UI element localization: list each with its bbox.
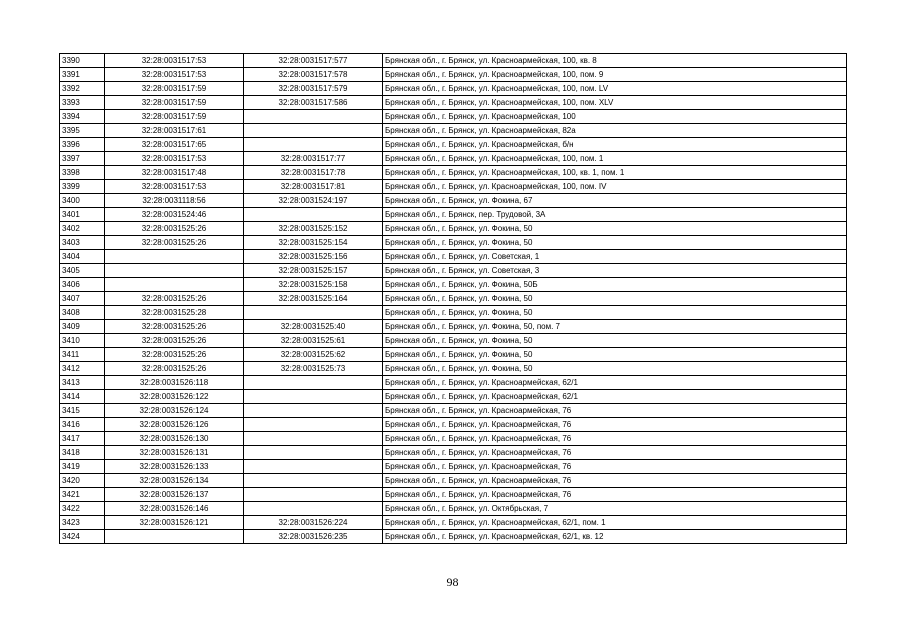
table-row bbox=[60, 96, 847, 110]
row-number-cell: 3400 bbox=[60, 194, 105, 208]
table-row bbox=[60, 418, 847, 432]
address-cell: Брянская обл., г. Брянск, ул. Красноармейская, 76 bbox=[383, 404, 847, 418]
object-cadastral-number-cell bbox=[244, 502, 383, 516]
table-row bbox=[60, 180, 847, 194]
land-cadastral-number-cell: 32:28:0031517:53 bbox=[105, 180, 244, 194]
address-cell: Брянская обл., г. Брянск, ул. Красноармейская, 62/1 bbox=[383, 376, 847, 390]
table-row bbox=[60, 432, 847, 446]
address-cell: Брянская обл., г. Брянск, ул. Красноармейская, 76 bbox=[383, 474, 847, 488]
land-cadastral-number-cell: 32:28:0031525:28 bbox=[105, 306, 244, 320]
row-number-cell: 3392 bbox=[60, 82, 105, 96]
row-number-cell: 3391 bbox=[60, 68, 105, 82]
address-cell: Брянская обл., г. Брянск, ул. Красноармейская, 76 bbox=[383, 460, 847, 474]
land-cadastral-number-cell: 32:28:0031526:126 bbox=[105, 418, 244, 432]
row-number-cell: 3394 bbox=[60, 110, 105, 124]
table-row bbox=[60, 488, 847, 502]
object-cadastral-number-cell bbox=[244, 460, 383, 474]
land-cadastral-number-cell: 32:28:0031526:122 bbox=[105, 390, 244, 404]
table-row bbox=[60, 502, 847, 516]
address-cell: Брянская обл., г. Брянск, ул. Советская, 3 bbox=[383, 264, 847, 278]
registry-table bbox=[59, 53, 847, 544]
row-number-cell: 3423 bbox=[60, 516, 105, 530]
land-cadastral-number-cell: 32:28:0031517:53 bbox=[105, 152, 244, 166]
table-row bbox=[60, 222, 847, 236]
object-cadastral-number-cell bbox=[244, 306, 383, 320]
address-cell: Брянская обл., г. Брянск, ул. Красноармейская, 100, пом. 1 bbox=[383, 152, 847, 166]
object-cadastral-number-cell: 32:28:0031525:156 bbox=[244, 250, 383, 264]
land-cadastral-number-cell: 32:28:0031526:133 bbox=[105, 460, 244, 474]
address-cell: Брянская обл., г. Брянск, ул. Красноармейская, 76 bbox=[383, 488, 847, 502]
object-cadastral-number-cell: 32:28:0031525:152 bbox=[244, 222, 383, 236]
table-row bbox=[60, 152, 847, 166]
land-cadastral-number-cell: 32:28:0031525:26 bbox=[105, 236, 244, 250]
row-number-cell: 3410 bbox=[60, 334, 105, 348]
table-row bbox=[60, 54, 847, 68]
table-row bbox=[60, 82, 847, 96]
address-cell: Брянская обл., г. Брянск, ул. Октябрьская, 7 bbox=[383, 502, 847, 516]
address-cell: Брянская обл., г. Брянск, ул. Фокина, 50 bbox=[383, 306, 847, 320]
land-cadastral-number-cell: 32:28:0031525:26 bbox=[105, 334, 244, 348]
table-row bbox=[60, 208, 847, 222]
land-cadastral-number-cell: 32:28:0031526:137 bbox=[105, 488, 244, 502]
row-number-cell: 3405 bbox=[60, 264, 105, 278]
address-cell: Брянская обл., г. Брянск, ул. Фокина, 50 bbox=[383, 222, 847, 236]
address-cell: Брянская обл., г. Брянск, ул. Красноармейская, 62/1, пом. 1 bbox=[383, 516, 847, 530]
row-number-cell: 3406 bbox=[60, 278, 105, 292]
land-cadastral-number-cell: 32:28:0031517:53 bbox=[105, 54, 244, 68]
land-cadastral-number-cell: 32:28:0031526:131 bbox=[105, 446, 244, 460]
row-number-cell: 3403 bbox=[60, 236, 105, 250]
row-number-cell: 3407 bbox=[60, 292, 105, 306]
row-number-cell: 3417 bbox=[60, 432, 105, 446]
row-number-cell: 3422 bbox=[60, 502, 105, 516]
row-number-cell: 3413 bbox=[60, 376, 105, 390]
row-number-cell: 3411 bbox=[60, 348, 105, 362]
table-row bbox=[60, 320, 847, 334]
row-number-cell: 3414 bbox=[60, 390, 105, 404]
object-cadastral-number-cell bbox=[244, 110, 383, 124]
address-cell: Брянская обл., г. Брянск, ул. Красноармейская, 100, кв. 1, пом. 1 bbox=[383, 166, 847, 180]
land-cadastral-number-cell: 32:28:0031118:56 bbox=[105, 194, 244, 208]
address-cell: Брянская обл., г. Брянск, ул. Фокина, 50 bbox=[383, 348, 847, 362]
land-cadastral-number-cell bbox=[105, 278, 244, 292]
address-cell: Брянская обл., г. Брянск, ул. Красноармейская, 100, кв. 8 bbox=[383, 54, 847, 68]
land-cadastral-number-cell: 32:28:0031524:46 bbox=[105, 208, 244, 222]
land-cadastral-number-cell: 32:28:0031525:26 bbox=[105, 292, 244, 306]
object-cadastral-number-cell bbox=[244, 446, 383, 460]
page-number: 98 bbox=[446, 575, 459, 589]
object-cadastral-number-cell: 32:28:0031525:61 bbox=[244, 334, 383, 348]
object-cadastral-number-cell bbox=[244, 124, 383, 138]
row-number-cell: 3393 bbox=[60, 96, 105, 110]
row-number-cell: 3399 bbox=[60, 180, 105, 194]
table-row bbox=[60, 348, 847, 362]
object-cadastral-number-cell bbox=[244, 390, 383, 404]
object-cadastral-number-cell: 32:28:0031517:577 bbox=[244, 54, 383, 68]
object-cadastral-number-cell bbox=[244, 418, 383, 432]
table-row bbox=[60, 376, 847, 390]
object-cadastral-number-cell bbox=[244, 404, 383, 418]
address-cell: Брянская обл., г. Брянск, ул. Красноармейская, б/н bbox=[383, 138, 847, 152]
object-cadastral-number-cell: 32:28:0031517:586 bbox=[244, 96, 383, 110]
table-row bbox=[60, 166, 847, 180]
object-cadastral-number-cell bbox=[244, 138, 383, 152]
row-number-cell: 3401 bbox=[60, 208, 105, 222]
object-cadastral-number-cell: 32:28:0031525:158 bbox=[244, 278, 383, 292]
table-row bbox=[60, 68, 847, 82]
object-cadastral-number-cell: 32:28:0031525:40 bbox=[244, 320, 383, 334]
row-number-cell: 3420 bbox=[60, 474, 105, 488]
land-cadastral-number-cell: 32:28:0031526:124 bbox=[105, 404, 244, 418]
address-cell: Брянская обл., г. Брянск, ул. Советская, 1 bbox=[383, 250, 847, 264]
address-cell: Брянская обл., г. Брянск, ул. Фокина, 50, пом. 7 bbox=[383, 320, 847, 334]
row-number-cell: 3412 bbox=[60, 362, 105, 376]
address-cell: Брянская обл., г. Брянск, ул. Красноармейская, 100 bbox=[383, 110, 847, 124]
address-cell: Брянская обл., г. Брянск, ул. Фокина, 50 bbox=[383, 362, 847, 376]
object-cadastral-number-cell: 32:28:0031525:62 bbox=[244, 348, 383, 362]
land-cadastral-number-cell: 32:28:0031517:59 bbox=[105, 82, 244, 96]
address-cell: Брянская обл., г. Брянск, ул. Красноармейская, 82а bbox=[383, 124, 847, 138]
object-cadastral-number-cell: 32:28:0031524:197 bbox=[244, 194, 383, 208]
table-row bbox=[60, 110, 847, 124]
table-row bbox=[60, 306, 847, 320]
address-cell: Брянская обл., г. Брянск, ул. Фокина, 50Б bbox=[383, 278, 847, 292]
row-number-cell: 3404 bbox=[60, 250, 105, 264]
row-number-cell: 3415 bbox=[60, 404, 105, 418]
land-cadastral-number-cell: 32:28:0031517:65 bbox=[105, 138, 244, 152]
object-cadastral-number-cell: 32:28:0031525:73 bbox=[244, 362, 383, 376]
land-cadastral-number-cell: 32:28:0031526:130 bbox=[105, 432, 244, 446]
land-cadastral-number-cell: 32:28:0031525:26 bbox=[105, 362, 244, 376]
land-cadastral-number-cell bbox=[105, 250, 244, 264]
land-cadastral-number-cell: 32:28:0031517:48 bbox=[105, 166, 244, 180]
table-row bbox=[60, 474, 847, 488]
address-cell: Брянская обл., г. Брянск, ул. Красноармейская, 76 bbox=[383, 418, 847, 432]
object-cadastral-number-cell bbox=[244, 488, 383, 502]
row-number-cell: 3419 bbox=[60, 460, 105, 474]
address-cell: Брянская обл., г. Брянск, ул. Фокина, 50 bbox=[383, 334, 847, 348]
land-cadastral-number-cell: 32:28:0031517:59 bbox=[105, 110, 244, 124]
row-number-cell: 3390 bbox=[60, 54, 105, 68]
table-row bbox=[60, 264, 847, 278]
object-cadastral-number-cell: 32:28:0031517:78 bbox=[244, 166, 383, 180]
row-number-cell: 3416 bbox=[60, 418, 105, 432]
object-cadastral-number-cell: 32:28:0031526:224 bbox=[244, 516, 383, 530]
address-cell: Брянская обл., г. Брянск, ул. Красноармейская, 100, пом. XLV bbox=[383, 96, 847, 110]
address-cell: Брянская обл., г. Брянск, ул. Красноармейская, 100, пом. 9 bbox=[383, 68, 847, 82]
land-cadastral-number-cell bbox=[105, 530, 244, 544]
land-cadastral-number-cell bbox=[105, 264, 244, 278]
object-cadastral-number-cell: 32:28:0031517:77 bbox=[244, 152, 383, 166]
land-cadastral-number-cell: 32:28:0031526:121 bbox=[105, 516, 244, 530]
table-row bbox=[60, 334, 847, 348]
object-cadastral-number-cell: 32:28:0031517:578 bbox=[244, 68, 383, 82]
address-cell: Брянская обл., г. Брянск, ул. Фокина, 67 bbox=[383, 194, 847, 208]
land-cadastral-number-cell: 32:28:0031517:59 bbox=[105, 96, 244, 110]
row-number-cell: 3408 bbox=[60, 306, 105, 320]
address-cell: Брянская обл., г. Брянск, ул. Красноармейская, 76 bbox=[383, 446, 847, 460]
row-number-cell: 3397 bbox=[60, 152, 105, 166]
object-cadastral-number-cell bbox=[244, 432, 383, 446]
object-cadastral-number-cell bbox=[244, 376, 383, 390]
row-number-cell: 3421 bbox=[60, 488, 105, 502]
table-row bbox=[60, 390, 847, 404]
address-cell: Брянская обл., г. Брянск, ул. Красноармейская, 62/1, кв. 12 bbox=[383, 530, 847, 544]
table-row bbox=[60, 124, 847, 138]
object-cadastral-number-cell: 32:28:0031525:164 bbox=[244, 292, 383, 306]
address-cell: Брянская обл., г. Брянск, ул. Фокина, 50 bbox=[383, 236, 847, 250]
address-cell: Брянская обл., г. Брянск, пер. Трудовой, 3А bbox=[383, 208, 847, 222]
table-row bbox=[60, 250, 847, 264]
row-number-cell: 3395 bbox=[60, 124, 105, 138]
table-row bbox=[60, 236, 847, 250]
object-cadastral-number-cell: 32:28:0031525:154 bbox=[244, 236, 383, 250]
registry-table-body bbox=[60, 54, 847, 544]
land-cadastral-number-cell: 32:28:0031526:146 bbox=[105, 502, 244, 516]
object-cadastral-number-cell: 32:28:0031517:81 bbox=[244, 180, 383, 194]
table-row bbox=[60, 292, 847, 306]
table-row bbox=[60, 194, 847, 208]
object-cadastral-number-cell bbox=[244, 208, 383, 222]
row-number-cell: 3424 bbox=[60, 530, 105, 544]
object-cadastral-number-cell: 32:28:0031517:579 bbox=[244, 82, 383, 96]
table-row bbox=[60, 278, 847, 292]
land-cadastral-number-cell: 32:28:0031526:118 bbox=[105, 376, 244, 390]
land-cadastral-number-cell: 32:28:0031525:26 bbox=[105, 222, 244, 236]
object-cadastral-number-cell: 32:28:0031526:235 bbox=[244, 530, 383, 544]
row-number-cell: 3409 bbox=[60, 320, 105, 334]
row-number-cell: 3402 bbox=[60, 222, 105, 236]
object-cadastral-number-cell: 32:28:0031525:157 bbox=[244, 264, 383, 278]
row-number-cell: 3398 bbox=[60, 166, 105, 180]
address-cell: Брянская обл., г. Брянск, ул. Красноармейская, 100, пом. LV bbox=[383, 82, 847, 96]
land-cadastral-number-cell: 32:28:0031525:26 bbox=[105, 348, 244, 362]
address-cell: Брянская обл., г. Брянск, ул. Красноармейская, 100, пом. IV bbox=[383, 180, 847, 194]
table-row bbox=[60, 446, 847, 460]
table-row bbox=[60, 404, 847, 418]
address-cell: Брянская обл., г. Брянск, ул. Фокина, 50 bbox=[383, 292, 847, 306]
land-cadastral-number-cell: 32:28:0031517:61 bbox=[105, 124, 244, 138]
row-number-cell: 3418 bbox=[60, 446, 105, 460]
table-row bbox=[60, 460, 847, 474]
row-number-cell: 3396 bbox=[60, 138, 105, 152]
table-row bbox=[60, 138, 847, 152]
object-cadastral-number-cell bbox=[244, 474, 383, 488]
address-cell: Брянская обл., г. Брянск, ул. Красноармейская, 76 bbox=[383, 432, 847, 446]
table-row bbox=[60, 362, 847, 376]
table-row bbox=[60, 516, 847, 530]
table-row bbox=[60, 530, 847, 544]
land-cadastral-number-cell: 32:28:0031526:134 bbox=[105, 474, 244, 488]
land-cadastral-number-cell: 32:28:0031517:53 bbox=[105, 68, 244, 82]
land-cadastral-number-cell: 32:28:0031525:26 bbox=[105, 320, 244, 334]
address-cell: Брянская обл., г. Брянск, ул. Красноармейская, 62/1 bbox=[383, 390, 847, 404]
